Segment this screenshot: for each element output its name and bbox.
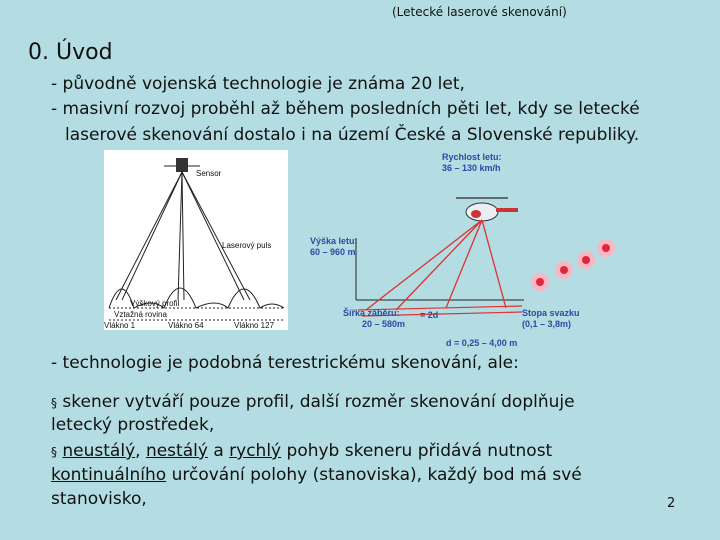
word-neustaly: neustálý — [62, 441, 136, 461]
fiber-127-label: Vlákno 127 — [234, 321, 275, 330]
bullet-1: - původně vojenská technologie je známa 20 let, — [51, 74, 465, 94]
width-value: 20 – 580m — [362, 319, 406, 329]
page-number: 2 — [667, 496, 676, 511]
laser-spots — [531, 239, 615, 291]
sub-bullet-1-cont: letecký prostředek, — [51, 415, 215, 435]
section-marker-2: § — [51, 445, 57, 459]
word-nestaly: nestálý — [145, 441, 208, 461]
aerial-scan-svg — [296, 150, 628, 350]
helicopter-icon — [456, 198, 518, 221]
fiber-64-label: Vlákno 64 — [168, 321, 204, 330]
scanner-diagram-svg — [104, 150, 288, 330]
spot-value: (0,1 – 3,8m) — [522, 319, 572, 329]
height-value: 60 – 960 m — [310, 247, 356, 257]
bullet-3: - technologie je podobná terestrickému skenování, ale: — [51, 353, 519, 373]
spot-label: Stopa svazku — [522, 308, 580, 318]
sub-bullet-2-end: stanovisko, — [51, 489, 147, 509]
sub-bullet-2-cont — [51, 464, 582, 486]
bullet-2-cont: laserové skenování dostalo i na území České a Slovenské republiky. — [65, 125, 640, 145]
ref-label: Vztažná rovina — [114, 310, 167, 319]
word-rychly: rychlý — [229, 441, 282, 461]
slide-title: 0. Úvod — [28, 40, 113, 65]
sub-bullet-2 — [51, 440, 552, 463]
sub-bullet-2-rest: pohyb skeneru přidává nutnost — [281, 441, 553, 461]
sensor-label: Sensor — [196, 169, 222, 178]
speed-value: 36 – 130 km/h — [442, 163, 501, 173]
sep-2: a — [207, 441, 230, 461]
sep-1: , — [135, 441, 146, 461]
pulse-label: Laserový puls — [222, 241, 272, 250]
word-kontinualniho: kontinuálního — [51, 465, 167, 485]
speed-label: Rychlost letu: — [442, 152, 502, 162]
sub-bullet-1 — [51, 391, 575, 414]
fiber-1-label: Vlákno 1 — [104, 321, 136, 330]
d-value: d = 0,25 – 4,00 m — [446, 338, 518, 348]
profile-label: Výškový profil — [130, 299, 180, 308]
bullet-2: - masivní rozvoj proběhl až během posledních pěti let, kdy se letecké — [51, 99, 640, 119]
section-marker: § — [51, 396, 57, 410]
sub-bullet-2-cont-rest: určování polohy (stanoviska), každý bod má své — [166, 465, 582, 485]
slide-header: (Letecké laserové skenování) — [392, 5, 567, 19]
width-label: Šířka záběru: — [343, 308, 400, 318]
eq-label: = 2d — [420, 310, 439, 320]
height-label: Výška letu: — [310, 236, 358, 246]
aerial-scan-diagram — [296, 150, 628, 350]
sub-bullet-1-text: skener vytváří pouze profil, další rozměr skenování doplňuje — [57, 392, 575, 412]
scanner-diagram — [104, 150, 288, 330]
